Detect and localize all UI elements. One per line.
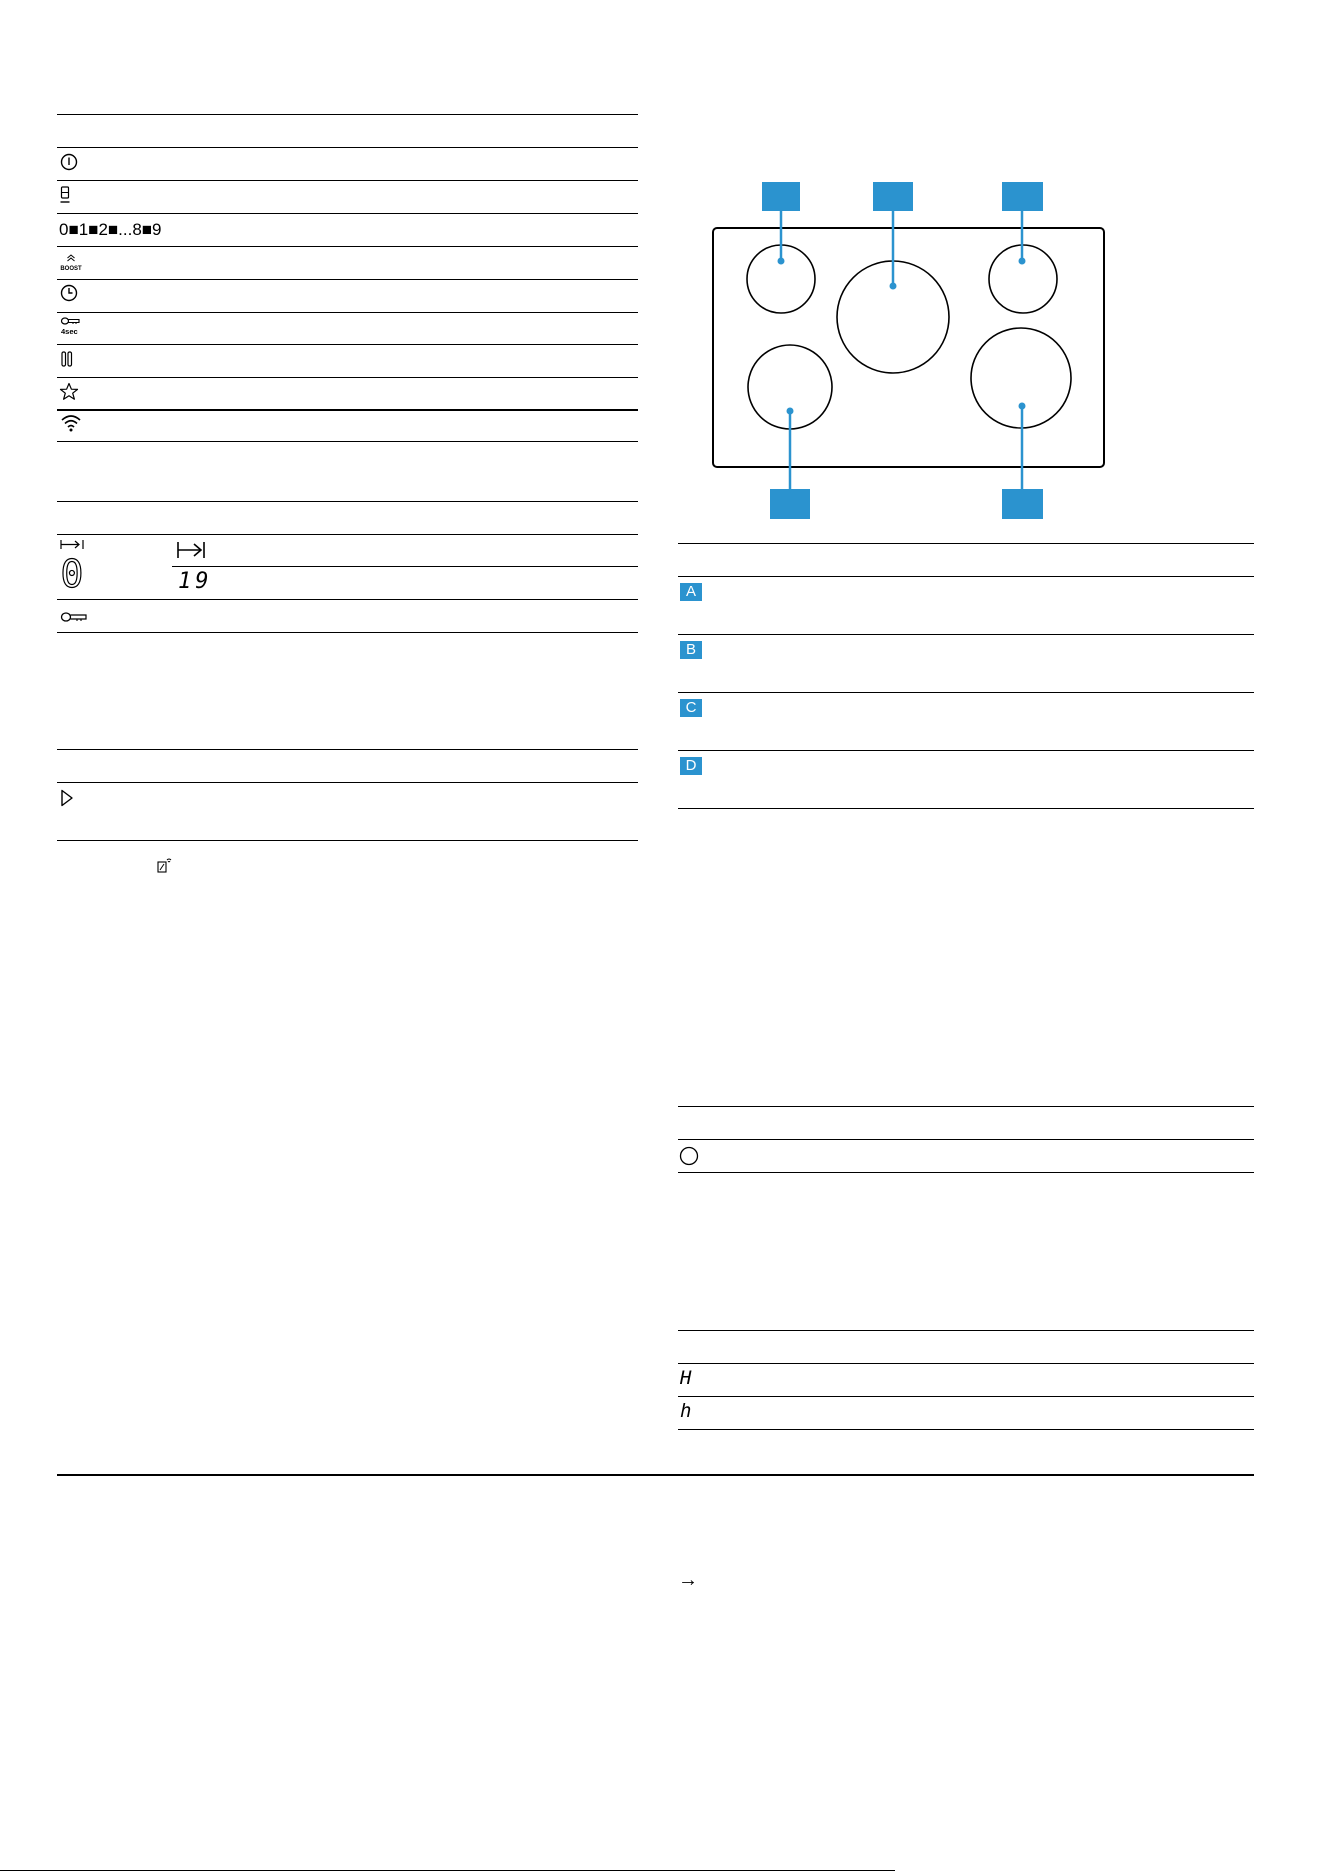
table1-rule	[57, 344, 638, 345]
zone-table-rule	[678, 750, 1254, 751]
circle-table-rule	[678, 1139, 1254, 1140]
callout-box	[1002, 182, 1043, 211]
pause-icon	[61, 350, 73, 368]
zone-label-b: B	[680, 641, 702, 659]
zone-table-rule	[678, 634, 1254, 635]
arrow-icon: →	[678, 1569, 698, 1591]
zone-table-top-rule	[678, 543, 1254, 544]
control-panel-icon	[60, 186, 70, 204]
remote-start-icon	[157, 856, 173, 874]
table2-top-rule	[57, 501, 638, 502]
favourite-star-icon	[59, 382, 79, 401]
table1-rule	[57, 213, 638, 214]
table1-rule	[57, 312, 638, 313]
section-divider	[57, 1474, 1254, 1476]
table1-bottom-rule	[57, 441, 638, 442]
zone-table-rule	[678, 692, 1254, 693]
heat-table-rule	[678, 1363, 1254, 1364]
table1-rule	[57, 279, 638, 280]
play-icon	[60, 789, 74, 807]
segment-digits-small: 19	[178, 569, 213, 594]
table1-rule	[57, 409, 638, 411]
circle-table-top-rule	[678, 1106, 1254, 1107]
table3-top-rule	[57, 749, 638, 750]
zone-label-a: A	[680, 583, 702, 601]
table2-subrule	[172, 566, 638, 567]
zone-table-bottom-rule	[678, 808, 1254, 809]
residual-heat-low-symbol: h	[680, 1400, 692, 1422]
table2-bottom-rule	[57, 632, 638, 633]
table3-rule	[57, 782, 638, 783]
heat-table-rule	[678, 1396, 1254, 1397]
power-icon	[60, 153, 78, 171]
svg-text:4sec: 4sec	[61, 327, 78, 336]
circle-icon	[679, 1146, 699, 1166]
table1-rule	[57, 180, 638, 181]
transfer-display-icon	[59, 538, 85, 596]
key-icon	[60, 610, 88, 624]
hob-diagram	[710, 180, 1120, 520]
heat-table-top-rule	[678, 1330, 1254, 1331]
zone-table-rule	[678, 576, 1254, 577]
circle-table-bottom-rule	[678, 1172, 1254, 1173]
segment-digit-large: 0	[60, 552, 84, 596]
callout-box	[1002, 489, 1043, 519]
boost-icon	[60, 253, 82, 271]
table1-rule	[57, 377, 638, 378]
table1-rule	[57, 147, 638, 148]
table2-rule	[57, 534, 638, 535]
transfer-icon	[176, 540, 206, 560]
svg-text:BOOST: BOOST	[60, 266, 82, 272]
table2-rule	[57, 599, 638, 600]
timer-icon	[60, 284, 78, 302]
callout-box	[770, 489, 810, 519]
zone-label-c: C	[680, 699, 702, 717]
power-level-scale: 0■1■2■...8■9	[59, 220, 162, 239]
footer-rule	[0, 1870, 895, 1871]
table3-bottom-rule	[57, 840, 638, 841]
childproof-lock-4sec-icon	[60, 316, 82, 336]
heat-table-bottom-rule	[678, 1429, 1254, 1430]
residual-heat-high-symbol: H	[680, 1367, 692, 1389]
table1-top-rule	[57, 114, 638, 115]
zone-label-d: D	[680, 757, 702, 775]
table1-rule	[57, 246, 638, 247]
callout-box	[762, 182, 800, 211]
callout-box	[873, 182, 913, 211]
wifi-icon	[60, 413, 82, 433]
